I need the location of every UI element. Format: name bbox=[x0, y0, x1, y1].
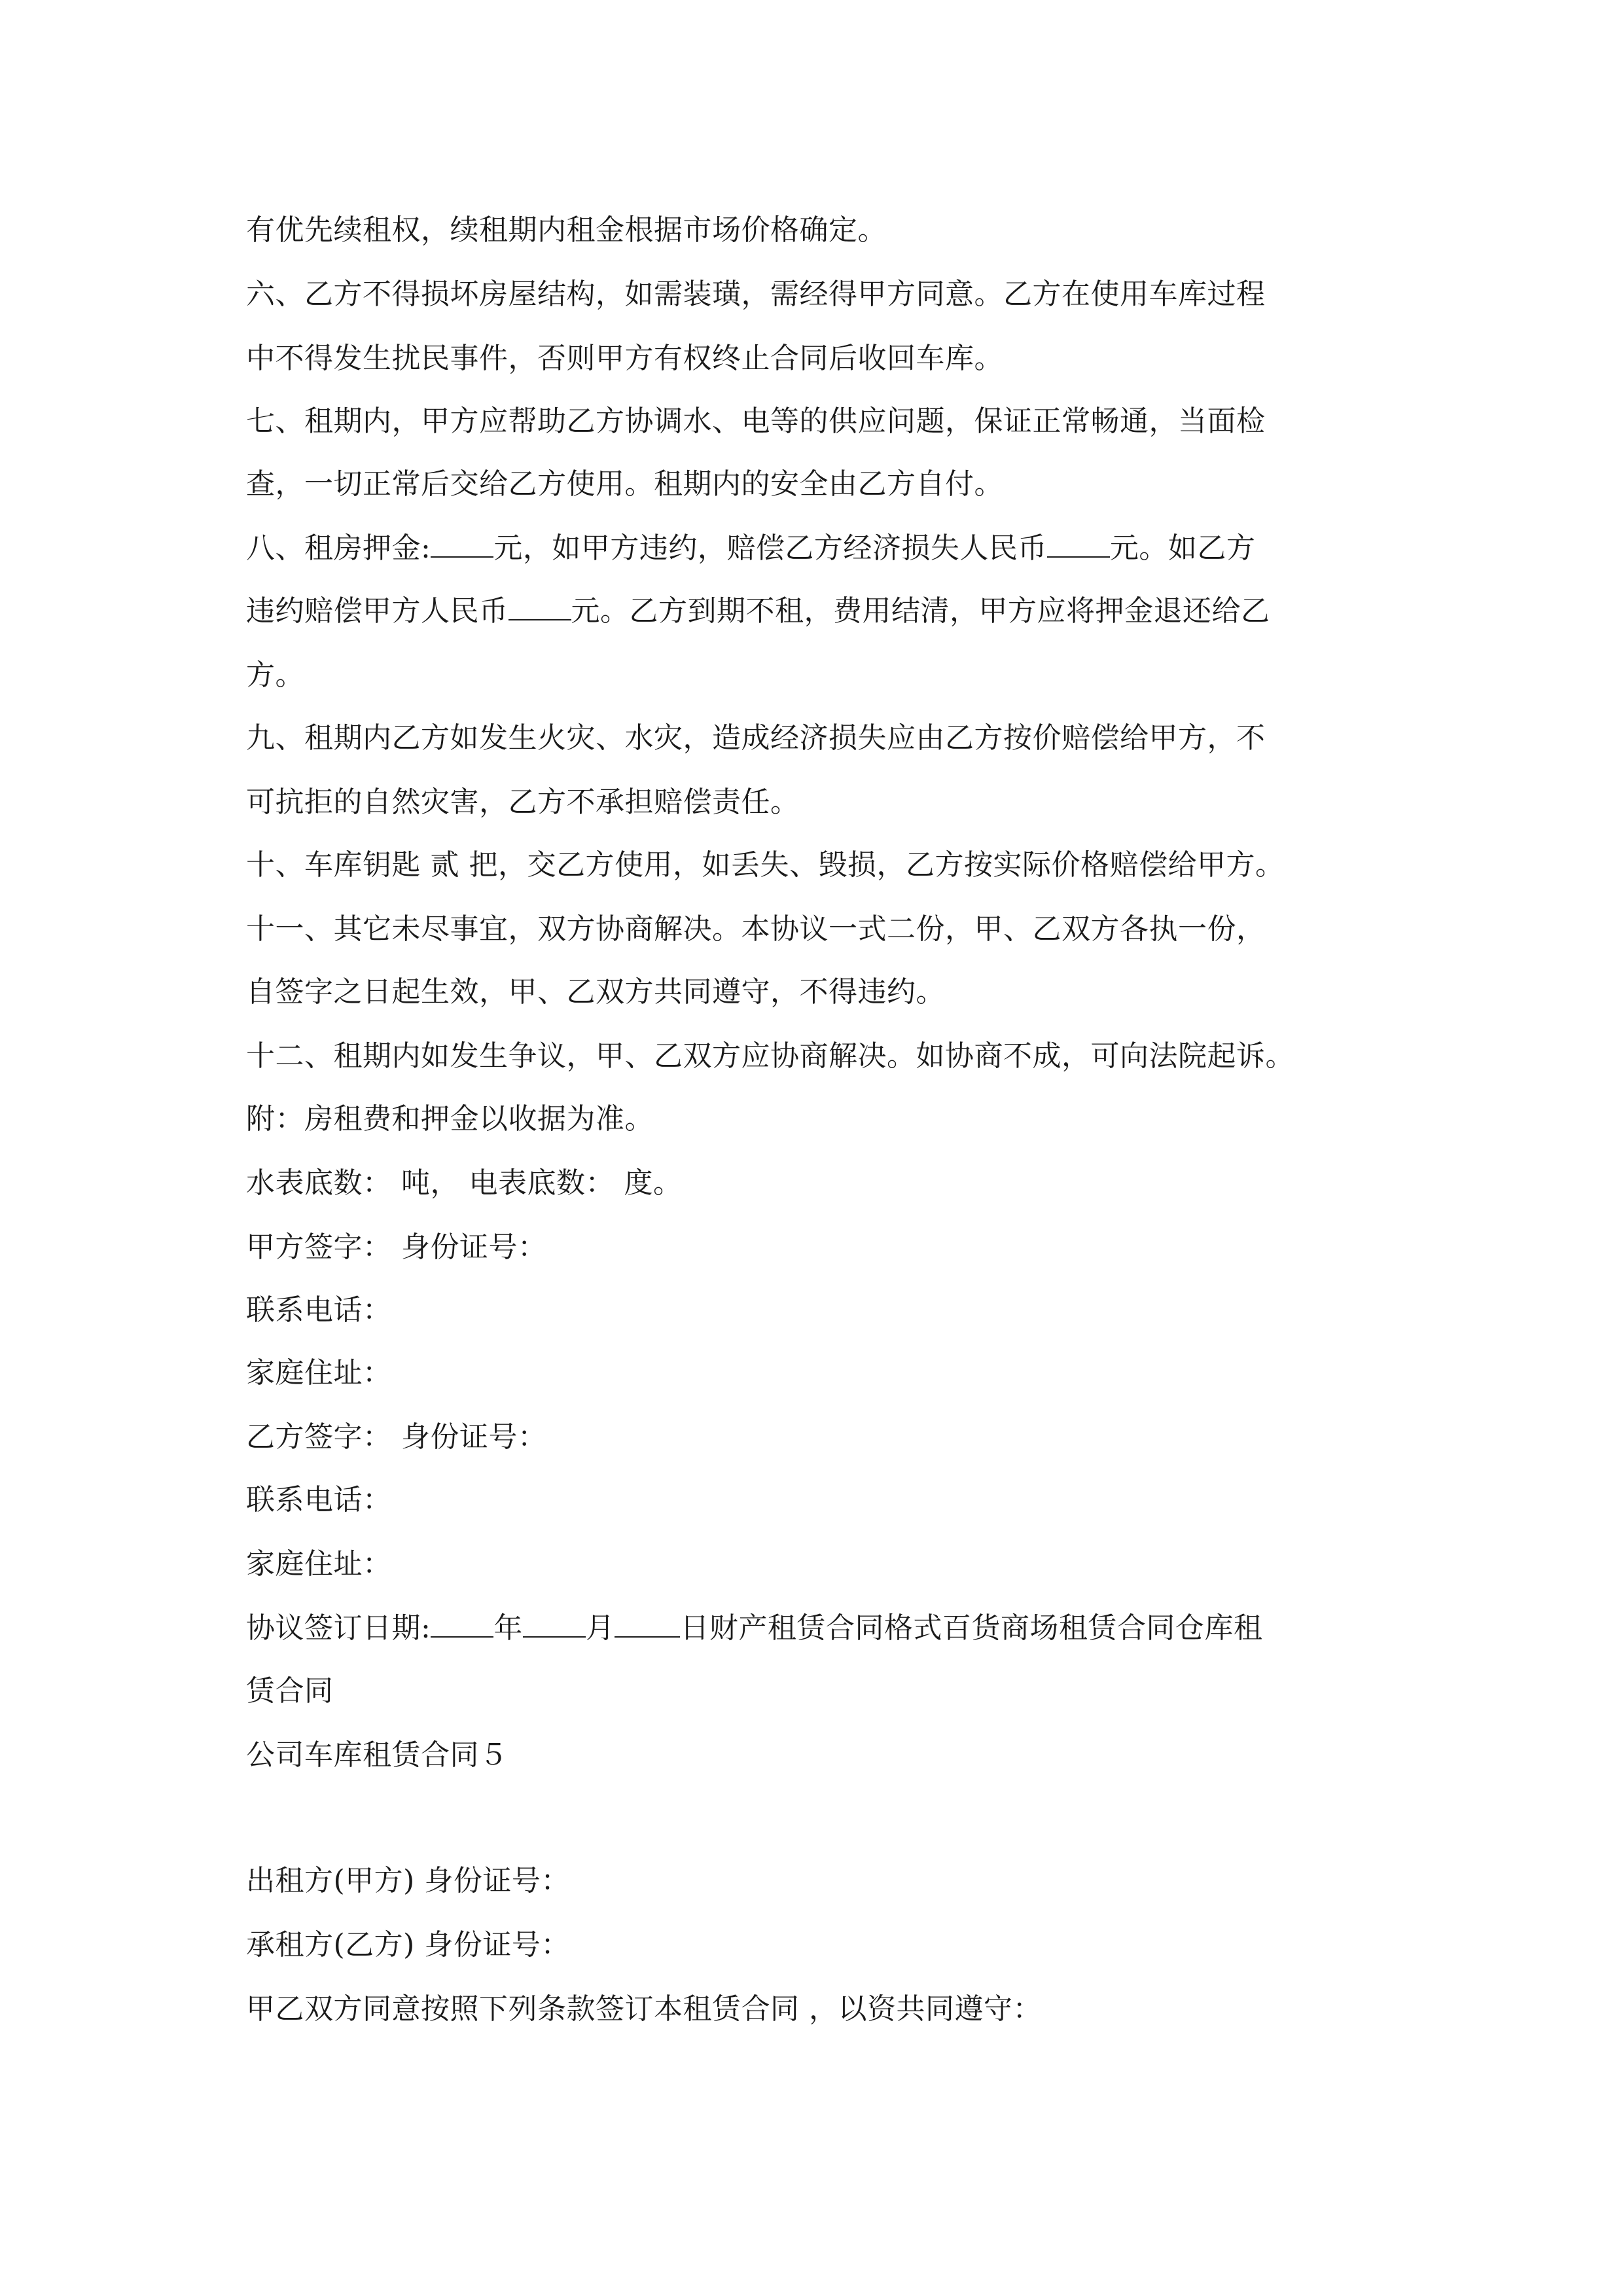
line-text: 十二、租期内如发生争议，甲、乙双方应协商解决。如协商不成，可向法院起诉。 bbox=[246, 1039, 1294, 1073]
clause-7-line-2 bbox=[246, 465, 1003, 504]
line-text: 元。如乙方 bbox=[1109, 531, 1256, 565]
clause-11-line-2 bbox=[246, 973, 945, 1012]
party-b-signature-line bbox=[246, 1418, 547, 1457]
line-text: 联系电话： bbox=[246, 1293, 392, 1327]
line-text: 自签字之日起生效，甲、乙双方共同遵守，不得违约。 bbox=[246, 975, 945, 1009]
line-text: 十一、其它未尽事宜，双方协商解决。本协议一式二份，甲、乙双方各执一份， bbox=[246, 912, 1266, 946]
fill-blank bbox=[615, 1610, 680, 1638]
clause-7-line-1 bbox=[246, 402, 1266, 441]
line-text: 查，一切正常后交给乙方使用。租期内的安全由乙方自付。 bbox=[246, 467, 1003, 501]
line-text: 水表底数： 吨， 电表底数： 度。 bbox=[246, 1166, 683, 1200]
line-text: 年 bbox=[493, 1611, 523, 1645]
line-text: 七、租期内，甲方应帮助乙方协调水、电等的供应问题，保证正常畅通，当面检 bbox=[246, 404, 1266, 438]
line-text: 九、租期内乙方如发生火灾、水灾，造成经济损失应由乙方按价赔偿给甲方，不 bbox=[246, 721, 1266, 755]
clause-9-line-1 bbox=[246, 719, 1266, 758]
party-b-phone-line bbox=[246, 1480, 392, 1520]
line-text: 可抗拒的自然灾害，乙方不承担赔偿责任。 bbox=[246, 785, 800, 819]
clause-8-line-2 bbox=[246, 592, 1270, 631]
line-text: 联系电话： bbox=[246, 1483, 392, 1516]
clause-11-line-1 bbox=[246, 910, 1266, 949]
party-a-address-line bbox=[246, 1354, 392, 1393]
fill-blank bbox=[431, 1610, 493, 1638]
party-a-phone-line bbox=[246, 1291, 392, 1330]
line-text: 乙方签字： 身份证号： bbox=[246, 1420, 547, 1454]
meter-readings-line bbox=[246, 1164, 682, 1203]
clause-9-line-2 bbox=[246, 783, 800, 822]
party-a-signature-line bbox=[246, 1228, 547, 1267]
line-text: 甲方签字： 身份证号： bbox=[246, 1230, 547, 1264]
line-text: 月 bbox=[585, 1611, 615, 1645]
clause-12-line bbox=[246, 1037, 1294, 1076]
party-b-address-line bbox=[246, 1545, 392, 1584]
fill-blank bbox=[1047, 530, 1110, 558]
line-text: 附：房租费和押金以收据为准。 bbox=[246, 1102, 654, 1136]
line-text: 中不得发生扰民事件，否则甲方有权终止合同后收回车库。 bbox=[246, 342, 1003, 375]
fill-blank bbox=[431, 530, 493, 558]
line-text: 元。乙方到期不租，费用结清，甲方应将押金退还给乙 bbox=[571, 594, 1270, 628]
appendix-line bbox=[246, 1100, 654, 1139]
line-text: 十、车库钥匙 贰 把，交乙方使用，如丢失、毁损，乙方按实际价格赔偿给甲方。 bbox=[246, 848, 1285, 882]
line-text: 违约赔偿甲方人民币 bbox=[246, 594, 508, 628]
line-text: 赁合同 bbox=[246, 1674, 334, 1708]
fill-blank bbox=[523, 1610, 586, 1638]
clause-6-line-2 bbox=[246, 339, 1003, 378]
clause-6-line-1 bbox=[246, 275, 1266, 314]
lessor-line bbox=[246, 1861, 570, 1901]
line-text: 公司车库租赁合同５ bbox=[246, 1738, 508, 1772]
line-text: 八、租房押金: bbox=[246, 531, 431, 565]
agreement-intro-line bbox=[246, 1990, 1042, 2029]
clause-8-line-3 bbox=[246, 656, 304, 695]
signing-date-line-2 bbox=[246, 1672, 334, 1711]
section-title bbox=[246, 1736, 508, 1775]
line-text: 协议签订日期: bbox=[246, 1611, 431, 1645]
line-text: 方。 bbox=[246, 658, 304, 692]
line-text: 承租方(乙方) 身份证号： bbox=[246, 1928, 570, 1962]
clause-8-line-1 bbox=[246, 529, 1255, 568]
line-text: 家庭住址： bbox=[246, 1356, 392, 1390]
line-text: 有优先续租权，续租期内租金根据市场价格确定。 bbox=[246, 213, 887, 247]
line-text: 甲乙双方同意按照下列条款签订本租赁合同 ，以资共同遵守： bbox=[246, 1992, 1042, 2026]
line-text: 出租方(甲方) 身份证号： bbox=[246, 1864, 570, 1897]
line-text: 日财产租赁合同格式百货商场租赁合同仓库租 bbox=[680, 1611, 1263, 1645]
line-text: 家庭住址： bbox=[246, 1547, 392, 1581]
lessee-line bbox=[246, 1926, 570, 1965]
signing-date-line bbox=[246, 1609, 1262, 1648]
line-text: 元，如甲方违约，赔偿乙方经济损失人民币 bbox=[493, 531, 1047, 565]
text-line bbox=[246, 211, 887, 250]
fill-blank bbox=[508, 593, 571, 620]
clause-10-line bbox=[246, 846, 1284, 885]
line-text: 六、乙方不得损坏房屋结构，如需装璜，需经得甲方同意。乙方在使用车库过程 bbox=[246, 278, 1266, 311]
